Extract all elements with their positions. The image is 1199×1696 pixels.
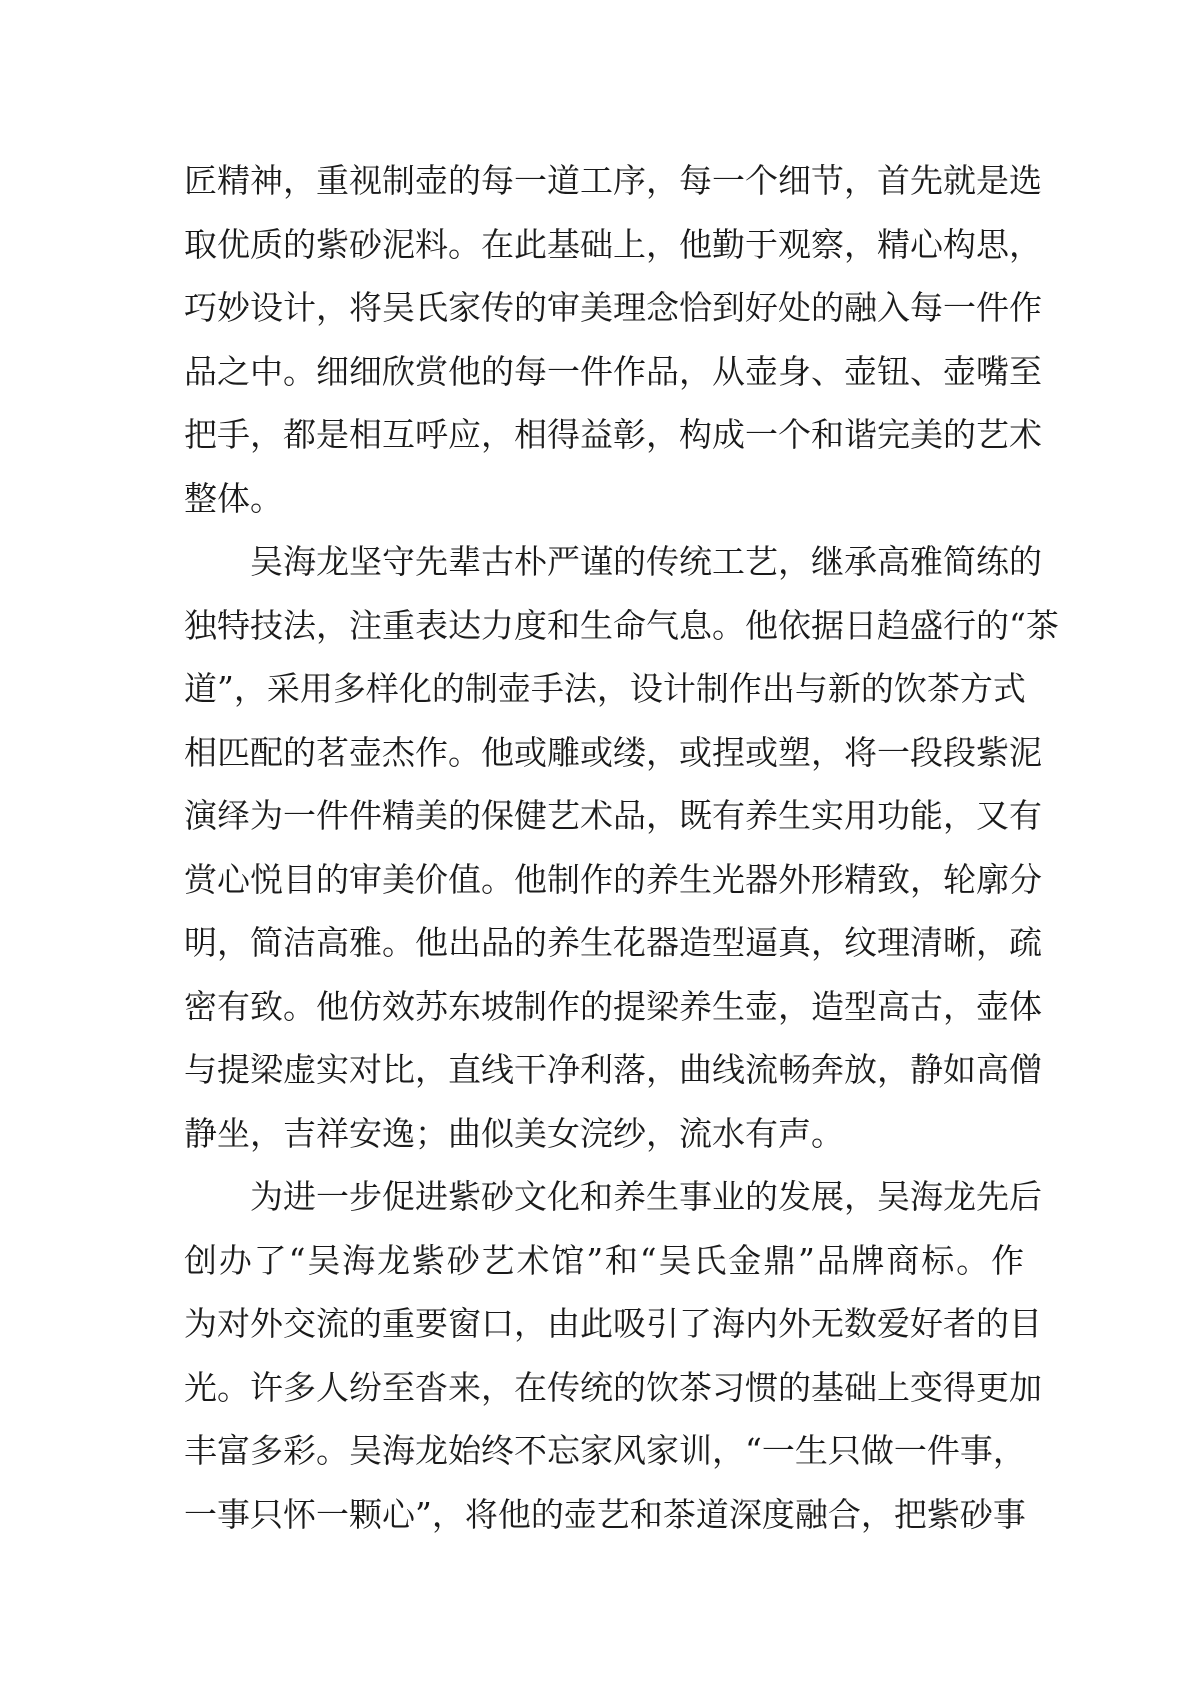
paragraph-2-line-6: 赏心悦目的审美价值。他制作的养生光器外形精致，轮廓分 [184, 859, 1042, 899]
paragraph-2-line-1: 吴海龙坚守先辈古朴严谨的传统工艺，继承高雅简练的 [250, 542, 1042, 581]
paragraph-1-line-1: 匠精神，重视制壶的每一道工序，每一个细节，首先就是选 [184, 161, 1042, 200]
paragraph-3-line-2: 创办了“吴海龙紫砂艺术馆”和“吴氏金鼎”品牌商标。作 [184, 1240, 1024, 1280]
paragraph-2-line-8: 密有致。他仿效苏东坡制作的提梁养生壶，造型高古，壶体 [184, 986, 1042, 1026]
paragraph-3-line-4: 光。许多人纷至沓来，在传统的饮茶习惯的基础上变得更加 [184, 1367, 1042, 1407]
body-text [184, 149, 1059, 1546]
paragraph-1-line-2: 取优质的紫砂泥料。在此基础上，他勤于观察，精心构思， [184, 224, 1042, 264]
paragraph-3-line-3: 为对外交流的重要窗口，由此吸引了海内外无数爱好者的目 [184, 1304, 1042, 1343]
paragraph-1-line-3: 巧妙设计，将吴氏家传的审美理念恰到好处的融入每一件作 [184, 288, 1042, 327]
paragraph-2-line-7: 明，简洁高雅。他出品的养生花器造型逼真，纹理清晰，疏 [184, 923, 1042, 962]
paragraph-2-line-2: 独特技法，注重表达力度和生命气息。他依据日趋盛行的“茶 [184, 605, 1059, 645]
paragraph-1-line-4: 品之中。细细欣赏他的每一件作品，从壶身、壶钮、壶嘴至 [184, 351, 1042, 391]
paragraph-1-line-6: 整体。 [184, 478, 283, 518]
paragraph-2-line-3: 道”，采用多样化的制壶手法，设计制作出与新的饮茶方式 [184, 669, 1026, 708]
paragraph-3-line-5: 丰富多彩。吴海龙始终不忘家风家训，“一生只做一件事， [184, 1431, 1026, 1470]
paragraph-3-line-6: 一事只怀一颗心”，将他的壶艺和茶道深度融合，把紫砂事 [184, 1494, 1026, 1534]
paragraph-2-line-4: 相匹配的茗壶杰作。他或雕或缕，或捏或塑，将一段段紫泥 [184, 732, 1042, 772]
paragraph-1-line-5: 把手，都是相互呼应，相得益彰，构成一个和谐完美的艺术 [184, 415, 1042, 454]
paragraph-2-line-9: 与提梁虚实对比，直线干净利落，曲线流畅奔放，静如高僧 [184, 1050, 1042, 1089]
paragraph-2-line-10: 静坐，吉祥安逸；曲似美女浣纱，流水有声。 [184, 1113, 844, 1153]
paragraph-2-line-5: 演绎为一件件精美的保健艺术品，既有养生实用功能，又有 [184, 796, 1042, 835]
paragraph-3-line-1: 为进一步促进紫砂文化和养生事业的发展，吴海龙先后 [250, 1177, 1042, 1216]
